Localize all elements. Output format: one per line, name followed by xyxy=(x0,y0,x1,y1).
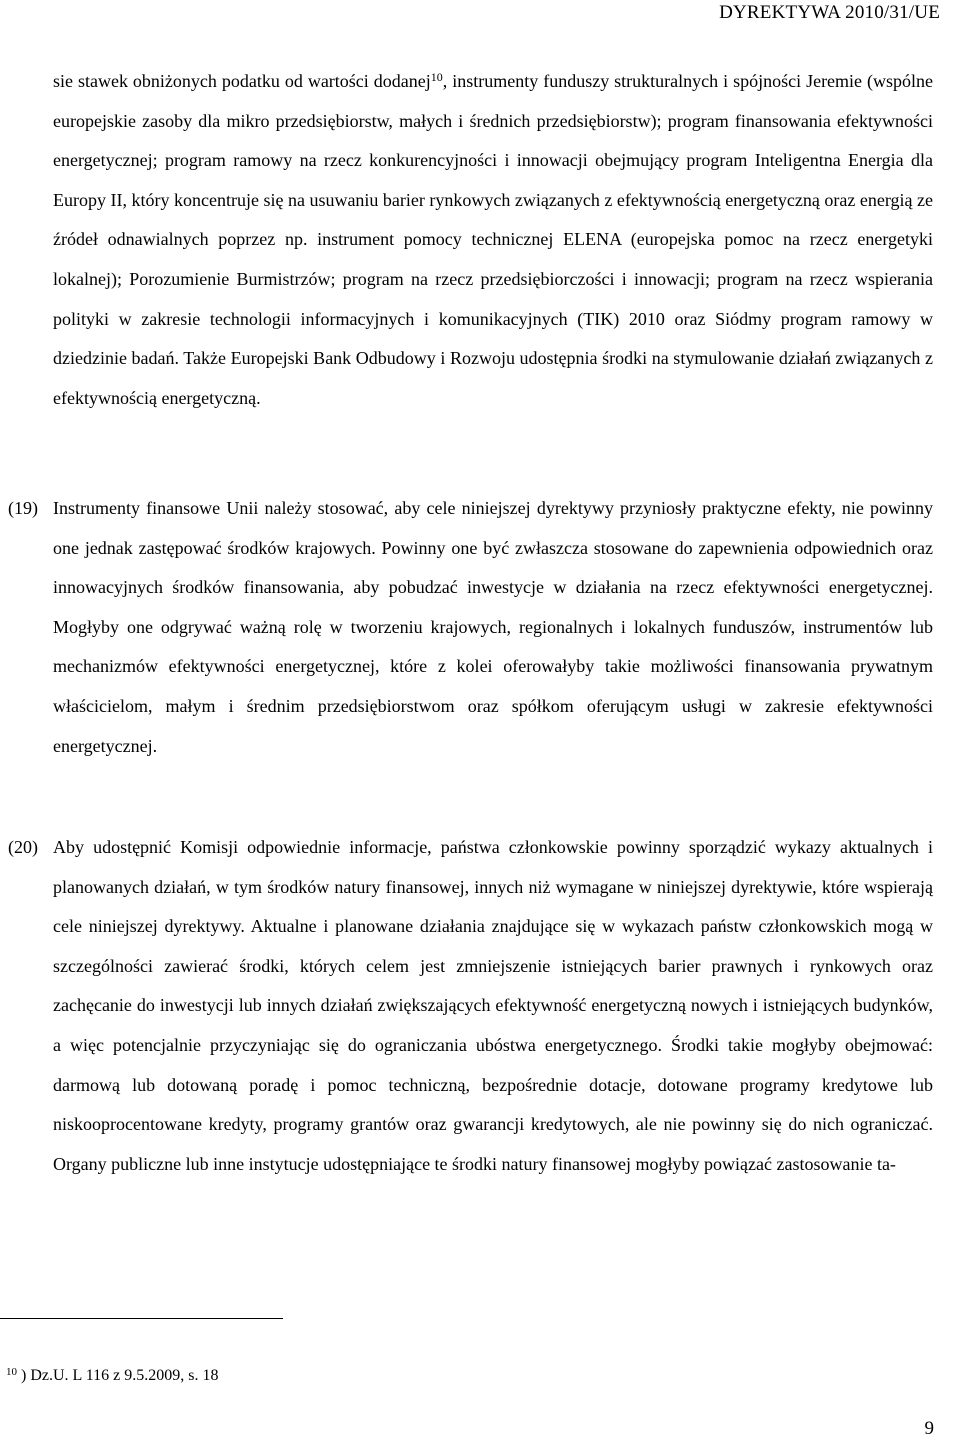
continued-paragraph-text xyxy=(53,62,933,418)
footnote-reference[interactable]: 10 xyxy=(430,70,443,84)
footnote xyxy=(6,1364,218,1388)
footnote-separator xyxy=(0,1318,283,1319)
recital-text: Instrumenty finansowe Unii należy stosować, aby cele niniejszej dyrektywy przyniosły praktyczne efekty, nie powinny one jednak zastępować środków krajowych. Powinny one być zwłaszcza stosowane do zapewnienia odpowiednich oraz innowacyjnych środków finansowania, aby pobudzać inwestycje w działania na rzecz efektywności energetycznej. Mogłyby one odgrywać ważną rolę w tworzeniu krajowych, regionalnych i lokalnych funduszów, instrumentów lub mechanizmów efektywności energetycznej, które z kolei oferowałyby takie możliwości finansowania prywatnym właścicielom, małym i średnim przedsiębiorstwom oraz spółkom oferującym usługi w zakresie efektywności energetycznej. xyxy=(53,498,933,756)
continued-text-after-ref: , instrumenty funduszy strukturalnych i spójności Jeremie (wspólne europejskie zasoby dla mikro przedsiębiorstw, małych i średnich przedsiębiorstw); program finansowania efektywności energetycznej; program ramowy na rzecz konkurencyjności i innowacji obejmujący program Inteligentna Energia dla Europy II, który koncentruje się na usuwaniu barier rynkowych związanych z efektywnością energetyczną oraz energią ze źródeł odnawialnych poprzez np. instrument pomocy technicznej ELENA (europejska pomoc na rzecz energetyki lokalnej); Porozumienie Burmistrzów; program na rzecz przedsiębiorczości i innowacji; program na rzecz wspierania polityki w zakresie technologii informacyjnych i komunikacyjnych (TIK) 2010 oraz Siódmy program ramowy w dziedzinie badań. Także Europejski Bank Odbudowy i Rozwoju udostępnia środki na stymulowanie działań związanych z efektywnością energetyczną. xyxy=(53,71,934,408)
footnote-number: 10 xyxy=(6,1366,17,1378)
recital-20 xyxy=(8,828,933,1184)
page-number: 9 xyxy=(924,1418,934,1439)
recital-number: (19) xyxy=(8,498,38,518)
recital-number: (20) xyxy=(8,837,38,857)
recital-19 xyxy=(8,489,933,766)
continued-text-before-ref: sie stawek obniżonych podatku od wartości dodanej xyxy=(53,71,431,91)
continued-paragraph xyxy=(53,62,933,418)
recital-text: Aby udostępnić Komisji odpowiednie informacje, państwa członkowskie powinny sporządzić wykazy aktualnych i planowanych działań, w tym środków natury finansowej, innych niż wymagane w niniejszej dyrektywie, które wspierają cele niniejszej dyrektywy. Aktualne i planowane działania znajdujące się w wykazach państw członkowskich mogą w szczególności zawierać środki, których celem jest zmniejszenie istniejących barier prawnych i rynkowych oraz zachęcanie do inwestycji lub innych działań zwiększających efektywność energetyczną nowych i istniejących budynków, a więc potencjalnie przyczyniając się do ograniczania ubóstwa energetycznego. Środki takie mogłyby obejmować: darmową lub dotowaną poradę i pomoc techniczną, bezpośrednie dotacje, dotowane programy kredytowe lub niskooprocentowane kredyty, programy grantów oraz gwarancji kredytowych, ale nie powinny się do nich ograniczać. Organy publiczne lub inne instytucje udostępniające te środki natury finansowej mogłyby powiązać zastosowanie ta- xyxy=(53,837,933,1174)
page-header-title: DYREKTYWA 2010/31/UE xyxy=(719,2,940,23)
footnote-text: ) Dz.U. L 116 z 9.5.2009, s. 18 xyxy=(21,1367,219,1384)
